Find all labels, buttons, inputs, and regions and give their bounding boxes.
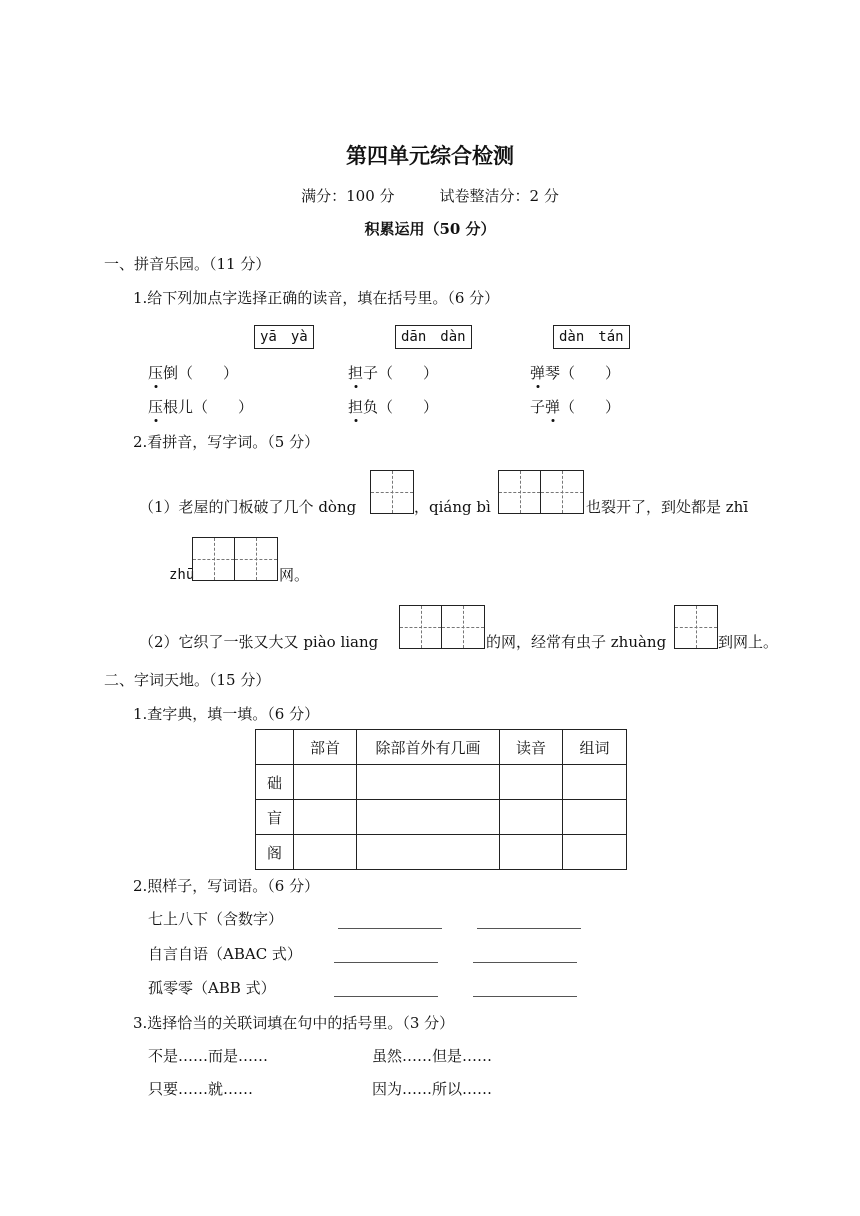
writing-grid-zhizhu[interactable] xyxy=(192,537,278,581)
answer-line[interactable] xyxy=(338,928,442,929)
answer-line[interactable] xyxy=(477,928,581,929)
writing-grid-qiangbi[interactable] xyxy=(498,470,584,514)
answer-line[interactable] xyxy=(473,962,577,963)
answer-cell[interactable] xyxy=(563,765,627,800)
q1-item-1: 压倒（ ） xyxy=(148,364,239,382)
score-line: 满分：100 分 试卷整洁分：2 分 xyxy=(301,187,559,205)
answer-cell[interactable] xyxy=(294,835,357,870)
row-character: 础 xyxy=(256,765,294,800)
conjunction-option: 不是……而是…… xyxy=(148,1047,269,1065)
page-title: 第四单元综合检测 xyxy=(346,143,514,168)
table-header-cell: 读音 xyxy=(500,730,563,765)
q2-s1-text-a: （1）老屋的门板破了几个 dòng xyxy=(139,498,357,516)
q2-s1-text-d: zhū xyxy=(169,567,195,583)
row-character: 盲 xyxy=(256,800,294,835)
answer-cell[interactable] xyxy=(500,800,563,835)
q2-s2-text-b: 的网，经常有虫子 zhuàng xyxy=(486,633,667,651)
table-header-cell: 组词 xyxy=(563,730,627,765)
q1-item-3: 弹琴（ ） xyxy=(530,364,621,382)
answer-line[interactable] xyxy=(473,996,577,997)
table-header-cell xyxy=(256,730,294,765)
q2-prompt: 2.看拼音，写字词。（5 分） xyxy=(133,433,320,451)
conjunction-option: 因为……所以…… xyxy=(372,1080,493,1098)
p2-q1-prompt: 1.查字典，填一填。（6 分） xyxy=(133,705,320,723)
answer-cell[interactable] xyxy=(563,835,627,870)
pinyin-box-2: dān dàn xyxy=(395,325,472,349)
answer-cell[interactable] xyxy=(563,800,627,835)
table-row xyxy=(256,800,627,835)
q1-item-2: 担子（ ） xyxy=(348,364,439,382)
table-row xyxy=(256,835,627,870)
example-item-1: 七上八下（含数字） xyxy=(148,910,284,928)
p2-q2-prompt: 2.照样子，写词语。（6 分） xyxy=(133,877,320,895)
writing-grid-dong[interactable] xyxy=(370,470,414,514)
part2-heading: 二、字词天地。（15 分） xyxy=(104,671,271,689)
part1-heading: 一、拼音乐园。（11 分） xyxy=(104,255,271,273)
table-header-cell: 部首 xyxy=(294,730,357,765)
q2-s1-text-e: 网。 xyxy=(279,566,310,584)
conjunction-option: 虽然……但是…… xyxy=(372,1047,493,1065)
example-item-3: 孤零零（ABB 式） xyxy=(148,979,276,997)
answer-cell[interactable] xyxy=(500,835,563,870)
q2-s2-text-a: （2）它织了一张又大又 piào liang xyxy=(139,633,379,651)
answer-line[interactable] xyxy=(334,962,438,963)
conjunction-option: 只要……就…… xyxy=(148,1080,254,1098)
q1-item-4: 压根儿（ ） xyxy=(148,398,254,416)
answer-cell[interactable] xyxy=(294,765,357,800)
p2-q3-prompt: 3.选择恰当的关联词填在句中的括号里。（3 分） xyxy=(133,1014,455,1032)
writing-grid-piaoliang[interactable] xyxy=(399,605,485,649)
answer-cell[interactable] xyxy=(357,835,500,870)
table-header-cell: 除部首外有几画 xyxy=(357,730,500,765)
answer-cell[interactable] xyxy=(500,765,563,800)
q2-s1-text-c: 也裂开了，到处都是 zhī xyxy=(586,498,749,516)
q2-s2-text-c: 到网上。 xyxy=(718,633,779,651)
dictionary-table xyxy=(255,729,627,870)
section-heading: 积累运用（50 分） xyxy=(364,220,496,238)
pinyin-box-1: yā yà xyxy=(254,325,314,349)
answer-cell[interactable] xyxy=(294,800,357,835)
row-character: 阁 xyxy=(256,835,294,870)
q1-item-6: 子弹（ ） xyxy=(530,398,621,416)
example-item-2: 自言自语（ABAC 式） xyxy=(148,945,302,963)
q2-s1-text-b: ，qiáng bì xyxy=(414,498,491,516)
pinyin-box-3: dàn tán xyxy=(553,325,630,349)
answer-cell[interactable] xyxy=(357,800,500,835)
q1-item-5: 担负（ ） xyxy=(348,398,439,416)
answer-cell[interactable] xyxy=(357,765,500,800)
q1-prompt: 1.给下列加点字选择正确的读音，填在括号里。（6 分） xyxy=(133,289,500,307)
table-row xyxy=(256,765,627,800)
writing-grid-zhuang[interactable] xyxy=(674,605,718,649)
table-header-row xyxy=(256,730,627,765)
answer-line[interactable] xyxy=(334,996,438,997)
